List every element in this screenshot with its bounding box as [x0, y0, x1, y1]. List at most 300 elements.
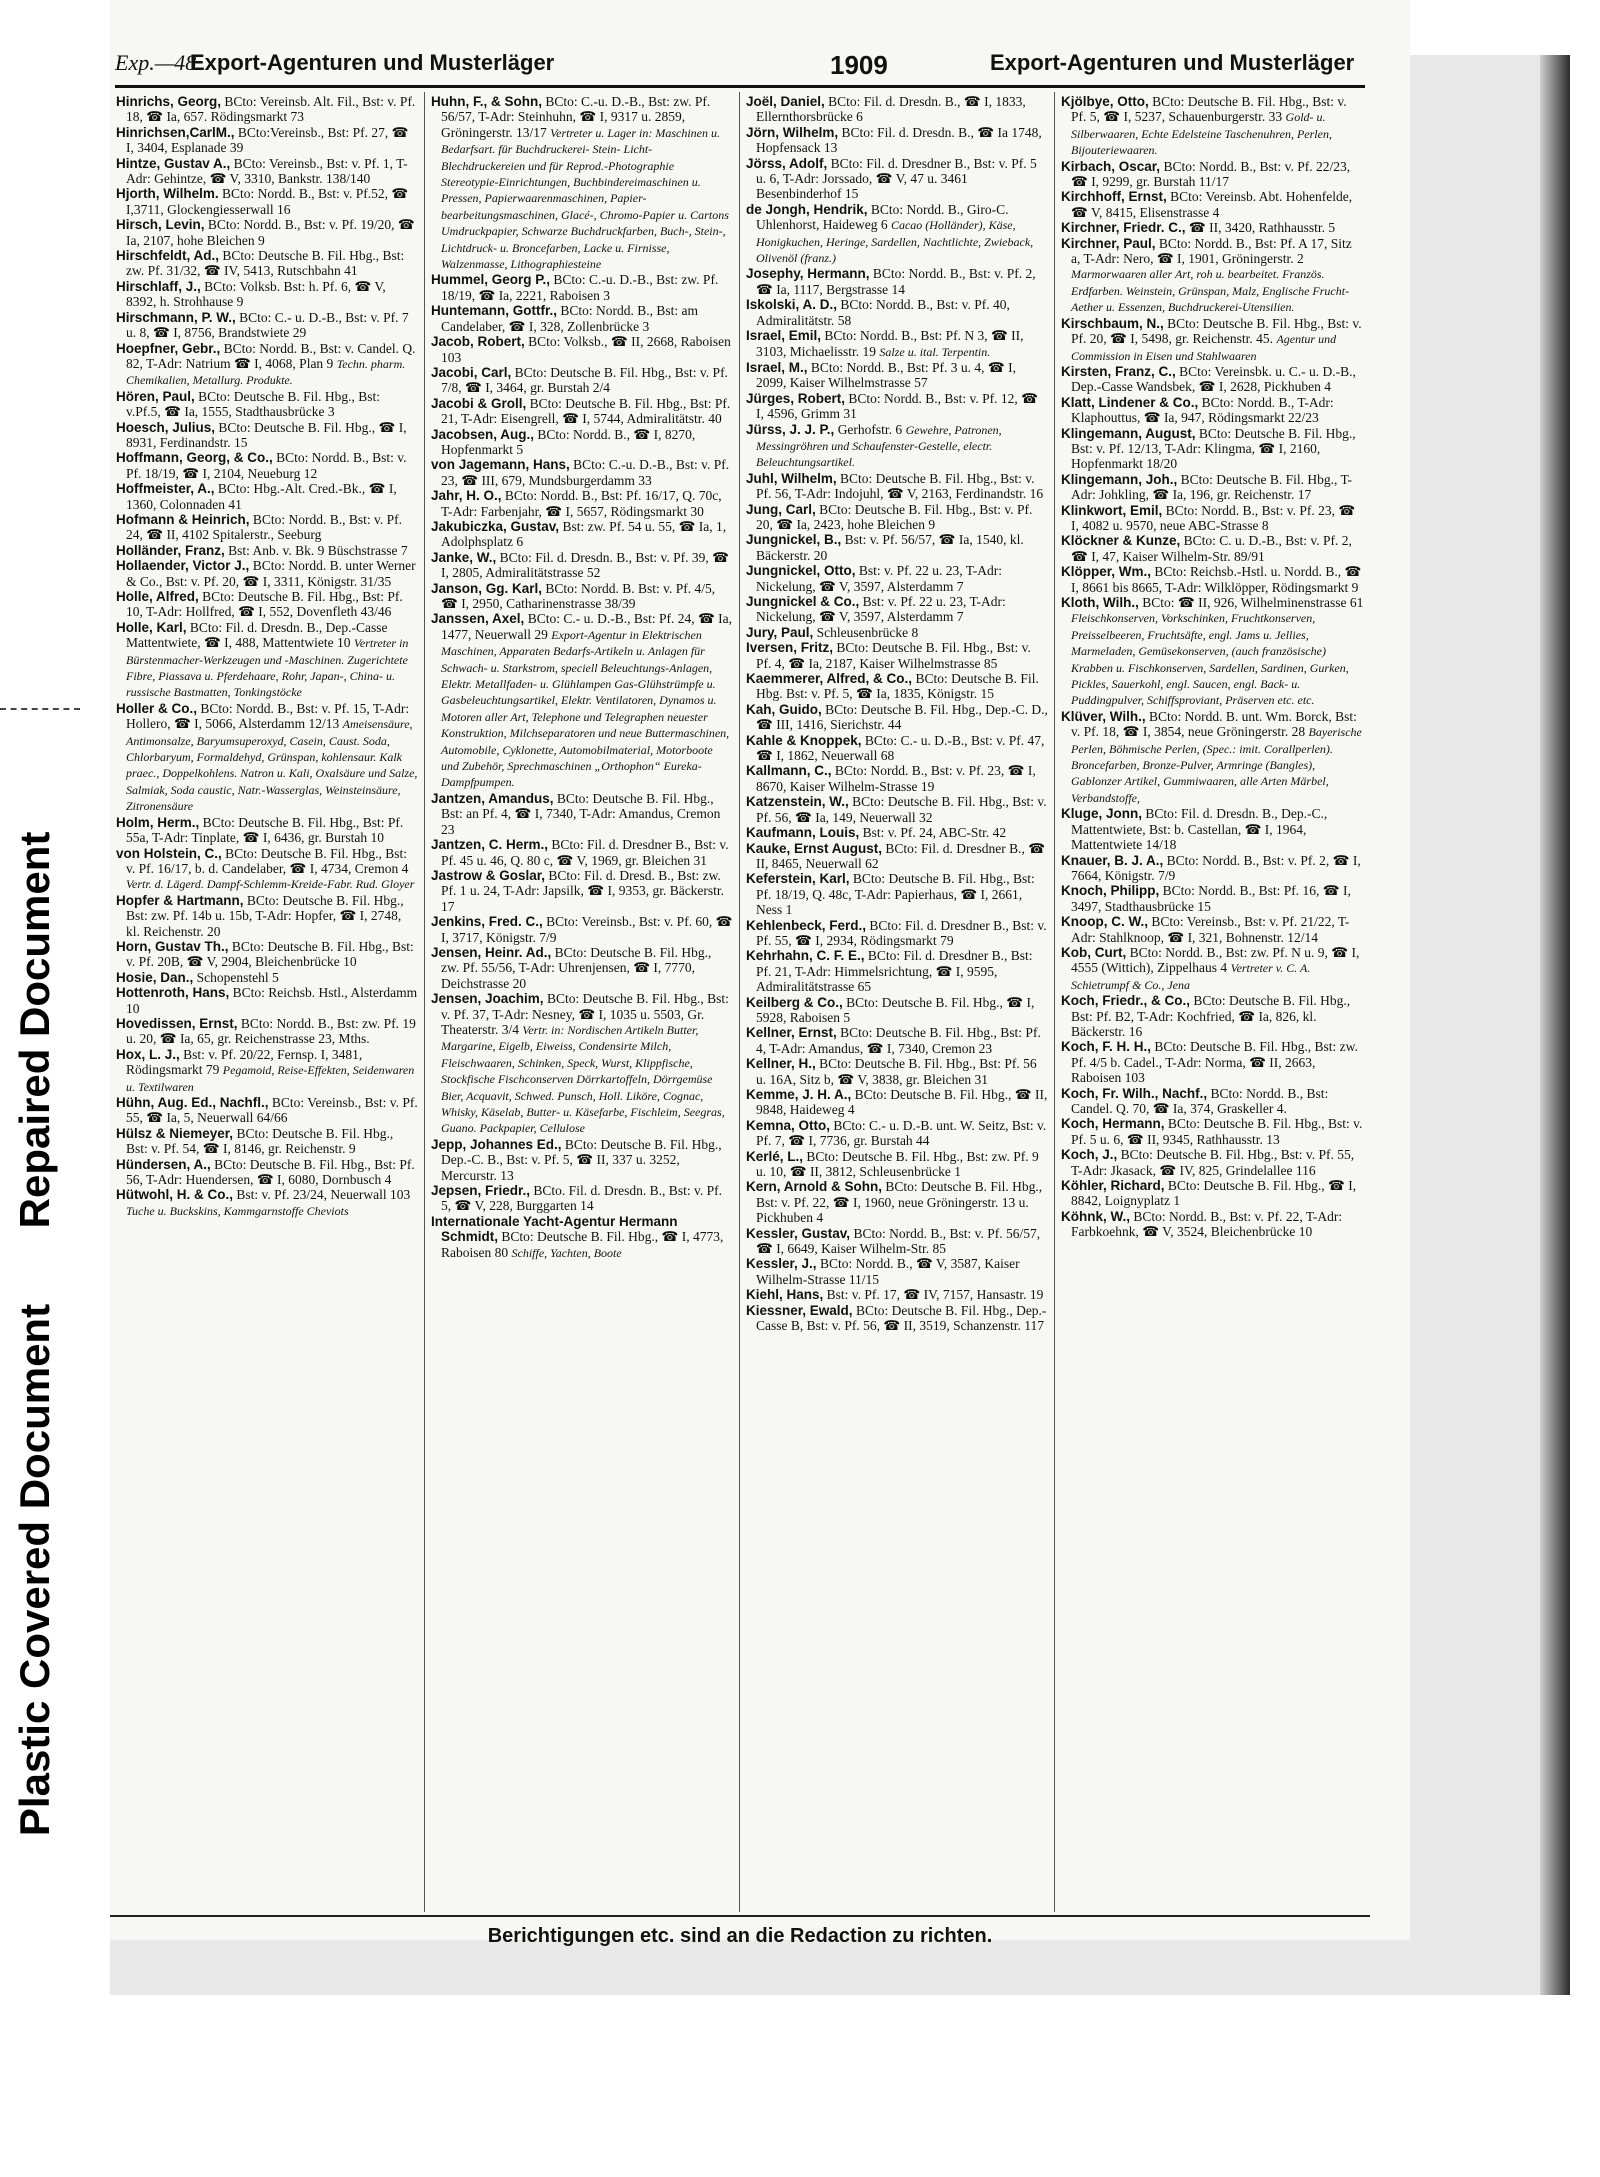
- entry-name: Jürges, Robert,: [746, 390, 846, 406]
- entry-name: Jenkins, Fred. C.,: [431, 914, 543, 930]
- dashed-divider: [0, 708, 80, 710]
- entry-details: BCto: Deutsche B. Fil. Hbg., Bst: v. Pf. 16/17, b. d. Candelaber, ☎ I, 4734, Cremon 4: [126, 845, 409, 876]
- directory-entry: [431, 1137, 733, 1183]
- directory-entry: [1061, 564, 1364, 595]
- entry-details: BCto: Deutsche B. Fil. Hbg., Bst: v. Pf. 20B, ☎ V, 2904, Bleichenbrücke 10: [126, 938, 414, 970]
- directory-entry: [116, 620, 418, 701]
- entry-note: Schiffe, Yachten, Boote: [511, 1245, 622, 1260]
- entry-details: BCto: Fil. d. Dresdn. B., Bst: v. Pf. 39, ☎ I, 2805, Admiralitätstrasse 52: [441, 549, 729, 581]
- entry-name: Hühn, Aug. Ed., Nachfl.,: [116, 1095, 269, 1110]
- entry-name: Janssen, Axel,: [431, 611, 525, 627]
- plastic-covered-label: Plastic Covered Document: [11, 1303, 58, 1837]
- directory-entry: [1061, 533, 1364, 564]
- directory-entry: [431, 457, 733, 488]
- entry-details: BCto: Nordd. B., T-Adr: Klaphouttus, ☎ Ia, 947, Rödingsmarkt 22/23: [1071, 394, 1334, 426]
- page-header: [115, 50, 1365, 80]
- entry-details: BCto: Nordd. B., Bst: v. Pf. 2, ☎ I, 7664, Königstr. 7/9: [1071, 852, 1361, 883]
- entry-name: Hündersen, A.,: [116, 1156, 211, 1172]
- entry-details: BCto: Nordd. B., Bst: v. Pf. 22/23, ☎ I, 9299, gr. Burstah 11/17: [1071, 158, 1351, 190]
- directory-entry: [746, 502, 1048, 533]
- directory-entry: [746, 532, 1048, 563]
- entry-details: BCto: Reichsb.-Hstl. u. Nordd. B., ☎ I, 8661 bis 8665, T-Adr: Wilklöpper, Rödingsmarkt 9: [1071, 564, 1362, 595]
- entry-note: Vertr. d. Lägerd. Dampf-Schlemm-Kreide-Fabr. Rud. Gloyer: [126, 877, 415, 892]
- entry-details: BCto: Deutsche B. Fil. Hbg., Bst: v. Pf. 20, ☎ I, 5498, gr. Reichenstr. 45.: [1071, 315, 1362, 347]
- directory-entry: [431, 396, 733, 427]
- directory-entry: [116, 985, 418, 1016]
- entry-name: Koch, Hermann,: [1061, 1116, 1165, 1132]
- entry-name: Jungnickel, B.,: [746, 532, 842, 548]
- entry-name: Joël, Daniel,: [746, 94, 825, 109]
- entry-details: BCto: Fil. d. Dresdn. B., ☎ Ia 1748, Hopfensack 13: [756, 124, 1042, 156]
- entry-details: BCto: Deutsche B. Fil. Hbg., Bst: v.Pf.5, ☎ Ia, 1555, Stadthausbrücke 3: [126, 388, 381, 420]
- entry-details: BCto: Deutsche B. Fil. Hbg., Bst: v. Pf. 54, ☎ I, 8146, gr. Reichenstr. 9: [126, 1125, 394, 1157]
- entry-name: Hinrichs, Georg,: [116, 94, 222, 109]
- directory-entry: [116, 701, 418, 815]
- entry-details: BCto: Deutsche B. Fil. Hbg., Bst: Pf. B2, T-Adr: Kochfried, ☎ Ia, 826, kl. Bäckerstr. 16: [1071, 993, 1351, 1039]
- directory-column: [740, 92, 1055, 1912]
- entry-note: Vertr. in: Nordischen Artikeln Butter, Margarine, Eigelb, Eiweiss, Condensirte Milch, Fleischwaaren, Schinken, Speck, Wurst, Klippfische, Stockfische Fischconserven Dörrkartoffeln, Dörrgemüse Bier, Acquavit, Schwed. Punsch, Holl. Liköre, Cognac, Whisky, Käselab, Butter- u. Käsefarbe, Fischleim, Seegras, Guano. Packpapier, Cellulose: [441, 1022, 725, 1136]
- directory-entry: [1061, 426, 1364, 472]
- page-number: Exp.—48: [115, 50, 197, 75]
- directory-entry: [431, 550, 733, 581]
- directory-entry: [431, 94, 733, 272]
- entry-details: BCto: Deutsche B. Fil. Hbg., Bst: v. Pf. 5 u. 6, ☎ II, 9345, Rathhausstr. 13: [1071, 1116, 1363, 1147]
- entry-details: BCto: Fil. d. Dresdner B., Bst: Pf. 21, T-Adr: Himmelsrichtung, ☎ I, 9595, Admiralitätstrasse 65: [756, 948, 1033, 995]
- entry-name: Katzenstein, W.,: [746, 794, 849, 810]
- directory-entry: [746, 918, 1048, 949]
- directory-entry: [746, 1025, 1048, 1056]
- directory-entry: [746, 563, 1048, 594]
- directory-entry: [1061, 395, 1364, 426]
- entry-details: BCto: Nordd. B., Bst: v. Pf. 15, T-Adr: Hollero, ☎ I, 5066, Alsterdamm 12/13: [126, 700, 410, 732]
- directory-entry: [431, 488, 733, 519]
- entry-details: BCto: C. u. D.-B., Bst: v. Pf. 2, ☎ I, 47, Kaiser Wilhelm-Str. 89/91: [1071, 533, 1352, 564]
- entry-details: BCto: Deutsche B. Fil. Hbg., Bst: Pf. 4, T-Adr: Amandus, ☎ I, 7340, Cremon 23: [756, 1025, 1041, 1056]
- entry-name: Jacobi, Carl,: [431, 364, 512, 380]
- directory-entry: [116, 125, 418, 156]
- directory-entry: [116, 420, 418, 451]
- entry-name: Hoesch, Julius,: [116, 419, 216, 435]
- directory-entry: [746, 871, 1048, 917]
- directory-entry: [746, 156, 1048, 202]
- entry-details: BCto: C.- u. D.-B., Bst: Pf. 24, ☎ Ia, 1477, Neuerwall 29: [441, 611, 733, 642]
- entry-details: BCto: C.-u. D.-B., Bst: zw. Pf. 56/57, T-Adr: Steinhuhn, ☎ I, 9317 u. 2859, Gröningerstr. 13/17: [441, 94, 711, 140]
- entry-details: BCto: C.-u. D.-B., Bst: zw. Pf. 18/19, ☎ Ia, 2221, Raboisen 3: [441, 272, 719, 303]
- directory-entry: [431, 581, 733, 612]
- directory-entry: [746, 1303, 1048, 1334]
- entry-details: BCto: Volksb. Bst: h. Pf. 6, ☎ V, 8392, h. Strohhause 9: [126, 278, 386, 310]
- entry-name: Köhnk, W.,: [1061, 1208, 1130, 1224]
- directory-entry: [116, 558, 418, 589]
- directory-entry: [431, 519, 733, 550]
- directory-entry: [1061, 94, 1364, 159]
- entry-name: Hirschfeldt, Ad.,: [116, 248, 220, 264]
- entry-details: Bst: v. Pf. 56/57, ☎ Ia, 1540, kl. Bäckerstr. 20: [756, 532, 1024, 563]
- entry-name: Kehlenbeck, Ferd.,: [746, 917, 867, 933]
- directory-entry: [746, 948, 1048, 994]
- directory-entry: [1061, 364, 1364, 395]
- directory-entry: [116, 1187, 418, 1219]
- directory-entry: [116, 1157, 418, 1188]
- directory-entry: [116, 450, 418, 481]
- entry-name: Hintze, Gustav A.,: [116, 155, 231, 171]
- entry-details: BCto: Deutsche B. Fil. Hbg., zw. Pf. 55/56, T-Adr: Uhrenjensen, ☎ I, 7770, Deichstrasse 20: [441, 944, 712, 991]
- entry-details: ☎ II, 3420, Rathhausstr. 5: [1188, 220, 1336, 236]
- entry-name: Kiessner, Ewald,: [746, 1302, 853, 1318]
- entry-details: BCto: Deutsche B. Fil. Hbg., Bst: Pf. 56, T-Adr: Huendersen, ☎ I, 6080, Dornbusch 4: [126, 1156, 415, 1188]
- entry-details: BCto: Fil. d. Dresdn. B., Dep.-Casse Mattentwiete, ☎ I, 488, Mattentwiete 10: [126, 619, 388, 651]
- directory-entry: [746, 202, 1048, 267]
- entry-details: BCto: Nordd. B., Bst: v. Pf. 19/20, ☎ Ia, 2107, hohe Bleichen 9: [126, 217, 415, 248]
- directory-entry: [116, 279, 418, 310]
- footer-note: Berichtigungen etc. sind an die Redaction zu richten.: [110, 1915, 1370, 1948]
- entry-note: Tuche u. Buckskins, Kammgarnstoffe Cheviots: [126, 1203, 349, 1218]
- directory-entry: [746, 1056, 1048, 1087]
- entry-details: BCto: Fil. d. Dresdner B., ☎ II, 8465, Neuerwall 62: [756, 840, 1046, 871]
- entry-details: BCto: Fil. d. Dresdn. B., ☎ I, 1833, Ellernthorsbrücke 6: [756, 94, 1026, 125]
- entry-name: Hoffmann, Georg, & Co.,: [116, 450, 273, 466]
- directory-entry: [116, 512, 418, 543]
- page-edge-shadow: [1540, 55, 1570, 1995]
- entry-name: Kessler, J.,: [746, 1256, 817, 1272]
- entry-details: BCto: Nordd. B., Bst: v. Pf. 12, ☎ I, 4596, Grimm 31: [756, 390, 1038, 422]
- entry-name: Jensen, Joachim,: [431, 991, 544, 1007]
- entry-name: Jahr, H. O.,: [431, 488, 502, 504]
- entry-name: Kaufmann, Louis,: [746, 825, 860, 841]
- entry-details: BCto: Nordd. B. unter Werner & Co., Bst: v. Pf. 20, ☎ I, 3311, Königstr. 31/35: [126, 558, 416, 589]
- directory-entry: [746, 1226, 1048, 1257]
- entry-name: Klingemann, Joh.,: [1061, 471, 1178, 487]
- entry-name: Hjorth, Wilhelm.: [116, 186, 219, 202]
- directory-entry: [746, 94, 1048, 125]
- entry-details: BCto: Nordd. B., Bst: Pf. 16/17, Q. 70c, T-Adr: Farbenjahr, ☎ I, 5657, Rödingsmarkt 30: [441, 488, 722, 519]
- entry-details: Bst: v. Pf. 22 u. 23, T-Adr: Nickelung, ☎ V, 3597, Alsterdamm 7: [756, 594, 1006, 625]
- entry-note: Bayerische Perlen, Böhmische Perlen, (Spec.: imit. Corallperlen). Broncefarben, Bronze-Pulver, Armringe (Bangles), Gablonzer Artikel, Gummiwaaren, alle Arten Märbel, Verbandstoffe,: [1071, 725, 1362, 805]
- entry-name: Jakubiczka, Gustav,: [431, 518, 560, 534]
- entry-details: BCto: Deutsche B. Fil. Hbg., Bst: v. Pf. 12/13, T-Adr: Klingma, ☎ I, 2160, Hopfenmarkt 18/20: [1071, 425, 1356, 472]
- entry-details: BCto: Fil. d. Dresd. B., Bst: zw. Pf. 1 u. 24, T-Adr: Japsilk, ☎ I, 9353, gr. Bäckerstr. 17: [441, 867, 725, 914]
- entry-details: BCto: C.- u. D.-B., Bst: v. Pf. 7 u. 8, ☎ I, 8756, Brandstwiete 29: [126, 309, 409, 341]
- entry-name: Knoch, Philipp,: [1061, 883, 1160, 899]
- directory-column: [425, 92, 740, 1912]
- directory-entry: [431, 427, 733, 458]
- entry-name: Kehrhahn, C. F. E.,: [746, 948, 865, 964]
- entry-details: Schleusenbrücke 8: [816, 624, 919, 640]
- entry-name: Hollaender, Victor J.,: [116, 558, 250, 574]
- entry-name: Huhn, F., & Sohn,: [431, 94, 542, 109]
- directory-entry: [116, 893, 418, 939]
- entry-name: Iskolski, A. D.,: [746, 297, 838, 313]
- entry-name: Jacobsen, Aug.,: [431, 426, 535, 442]
- entry-details: BCto: Deutsche B. Fil. Hbg., ☎ II, 9848, Haideweg 4: [756, 1087, 1048, 1118]
- entry-details: Bst: v. Pf. 24, ABC-Str. 42: [862, 825, 1007, 841]
- entry-details: BCto: Deutsche B. Fil. Hbg., Dep.-Casse B, Bst: v. Pf. 56, ☎ II, 3519, Schanzenstr. 117: [756, 1302, 1047, 1334]
- entry-details: BCto: Nordd. B., ☎ I, 8270, Hopfenmarkt 5: [441, 426, 696, 457]
- directory-entry: [116, 543, 418, 558]
- entry-name: Jensen, Heinr. Ad.,: [431, 944, 552, 960]
- entry-name: Klingemann, August,: [1061, 425, 1196, 441]
- entry-name: Kirchner, Friedr. C.,: [1061, 220, 1186, 236]
- directory-entry: [431, 868, 733, 914]
- entry-name: Koch, Fr. Wilh., Nachf.,: [1061, 1085, 1208, 1101]
- directory-entry: [116, 589, 418, 620]
- directory-entry: [746, 594, 1048, 625]
- entry-note: Pegamoid, Reise-Effekten, Seidenwaren u. Textilwaren: [126, 1063, 415, 1094]
- directory-entry: [116, 1016, 418, 1047]
- entry-details: BCto: Nordd. B., Bst: Pf. N 3, ☎ II, 3103, Michaelisstr. 19: [756, 328, 1024, 359]
- entry-details: Bst: zw. Pf. 54 u. 55, ☎ Ia, 1, Adolphsplatz 6: [441, 518, 727, 550]
- entry-details: BCto: Vereinsbk. u. C.- u. D.-B., Dep.-Casse Wandsbek, ☎ I, 2628, Pickhuben 4: [1071, 363, 1356, 395]
- directory-entry: [746, 125, 1048, 156]
- directory-entry: [431, 991, 733, 1137]
- entry-details: BCto: Deutsche B. Fil. Hbg., Bst: Pf. 56 u. 16A, Sitz b, ☎ V, 3838, gr. Bleichen 31: [756, 1056, 1037, 1087]
- entry-details: BCto: Deutsche B. Fil. Hbg., Bst: Pf. 10, T-Adr: Hollfred, ☎ I, 552, Dovenfleth 43/46: [126, 589, 403, 620]
- entry-details: BCto: Deutsche B. Fil. Hbg., Bst: v. Pf. 55, T-Adr: Jkasack, ☎ IV, 825, Grindelallee 116: [1071, 1147, 1355, 1178]
- entry-name: Kemna, Otto,: [746, 1117, 831, 1133]
- entry-name: Kjölbye, Otto,: [1061, 94, 1149, 109]
- entry-details: BCto: Deutsche B. Fil. Hbg., Dep.-C. B., Bst: v. Pf. 5, ☎ II, 337 u. 3252, Mercurstr. 13: [441, 1136, 722, 1183]
- entry-details: Gerhofstr. 6: [837, 421, 903, 437]
- directory-entry: [746, 360, 1048, 391]
- entry-details: BCto: Deutsche B. Fil. Hbg., Bst: zw. Pf. 9 u. 10, ☎ II, 3812, Schleusenbrücke 1: [756, 1148, 1039, 1180]
- entry-details: BCto: Nordd. B., Bst: v. Pf. 24, ☎ II, 4102 Spitalerstr., Seeburg: [126, 511, 403, 543]
- directory-entry: [746, 1287, 1048, 1302]
- directory-entry: [116, 1126, 418, 1157]
- directory-entry: [1061, 945, 1364, 993]
- entry-details: BCto: Deutsche B. Fil. Hbg., Bst: v. Pf. 22, ☎ I, 1960, neue Gröningerstr. 13 u. Pickhuben 4: [756, 1179, 1043, 1226]
- entry-details: BCto: Fil. d. Dresdner B., Bst: v. Pf. 45 u. 46, Q. 80 c, ☎ V, 1969, gr. Bleichen 31: [441, 837, 729, 868]
- header-title-right: Export-Agenturen und Musterläger: [990, 50, 1355, 75]
- entry-name: Kauke, Ernst August,: [746, 840, 883, 856]
- entry-name: Kob, Curt,: [1061, 944, 1127, 960]
- entry-name: Hofmann & Heinrich,: [116, 511, 250, 527]
- entry-details: BCto: Deutsche B. Fil. Hbg., Bst: Pf. 55a, T-Adr: Tinplate, ☎ I, 6436, gr. Burstah 10: [126, 814, 404, 846]
- entry-name: Hoepfner, Gebr.,: [116, 340, 221, 356]
- entry-details: BCto: Nordd. B., Bst: v. Pf. 2, ☎ Ia, 1117, Bergstrasse 14: [756, 266, 1036, 297]
- entry-details: BCto: Nordd. B. unt. Wm. Borck, Bst: v. Pf. 18, ☎ I, 3854, neue Gröningerstr. 28: [1071, 708, 1357, 740]
- directory-entry: [431, 334, 733, 365]
- entry-name: Klöpper, Wm.,: [1061, 564, 1152, 580]
- directory-entry: [431, 303, 733, 334]
- entry-name: Holle, Karl,: [116, 619, 187, 635]
- directory-entry: [1061, 1086, 1364, 1117]
- directory-entry: [1061, 1116, 1364, 1147]
- header-rule: [115, 85, 1365, 88]
- directory-entry: [746, 794, 1048, 825]
- entry-details: BCto: Deutsche B. Fil. Hbg., T-Adr: Johkling, ☎ Ia, 196, gr. Reichenstr. 17: [1071, 471, 1353, 503]
- directory-entry: [431, 272, 733, 303]
- entry-details: BCto: Deutsche B. Fil. Hbg., Bst: v. Pf. 7/8, ☎ I, 3464, gr. Burstah 2/4: [441, 364, 728, 396]
- directory-entry: [1061, 883, 1364, 914]
- entry-name: Kerlé, L.,: [746, 1148, 804, 1164]
- entry-details: BCto: Deutsche B. Fil. Hbg., ☎ I, 4773, Raboisen 80: [441, 1229, 724, 1260]
- entry-details: BCto: C.- u. D.-B., Bst: v. Pf. 47, ☎ I, 1862, Neuerwall 68: [756, 732, 1045, 764]
- entry-name: Hoffmeister, A.,: [116, 481, 215, 497]
- directory-entry: [116, 939, 418, 970]
- entry-name: Klinkwort, Emil,: [1061, 502, 1163, 518]
- entry-name: Jacob, Robert,: [431, 334, 525, 350]
- entry-details: BCto: Nordd. B., Bst: v. Candel. Q. 82, T-Adr: Natrium ☎ I, 4068, Plan 9: [126, 340, 416, 371]
- entry-details: BCto: Nordd. B., Bst: zw. Pf. N u. 9, ☎ I, 4555 (Wittich), Zippelhaus 4: [1071, 944, 1360, 976]
- entry-name: Keferstein, Karl,: [746, 871, 850, 887]
- entry-name: Holle, Alfred,: [116, 589, 199, 604]
- entry-details: BCto: Fil. d. Dresdner B., Bst: v. Pf. 5 u. 6, T-Adr: Jorssado, ☎ V, 47 u. 3461 Besenbinderhof 15: [756, 155, 1037, 202]
- directory-entry: [1061, 503, 1364, 534]
- entry-details: BCto: Deutsche B. Fil. Hbg., Bst: v. Pf. 56, T-Adr: Indojuhl, ☎ V, 2163, Ferdinandstr. 16: [756, 470, 1044, 502]
- entry-name: Kah, Guido,: [746, 701, 822, 717]
- entry-name: Koch, F. H. H.,: [1061, 1039, 1152, 1055]
- entry-name: Klatt, Lindener & Co.,: [1061, 394, 1199, 410]
- entry-name: Horn, Gustav Th.,: [116, 938, 229, 954]
- directory-entry: [116, 389, 418, 420]
- directory-entry: [116, 94, 418, 125]
- repaired-document-label: Repaired Document: [11, 831, 58, 1229]
- directory-entry: [431, 365, 733, 396]
- directory-entry: [116, 310, 418, 341]
- entry-name: Huntemann, Gottfr.,: [431, 303, 557, 319]
- entry-details: BCto: Fil. d. Dresdner B., Bst: v. Pf. 55, ☎ I, 2934, Rödingsmarkt 79: [756, 917, 1047, 948]
- directory-entry: [1061, 1209, 1364, 1240]
- entry-name: Janke, W.,: [431, 549, 497, 565]
- entry-name: Jepsen, Friedr.,: [431, 1183, 531, 1199]
- entry-name: Hirsch, Levin,: [116, 217, 205, 233]
- entry-details: Schopenstehl 5: [196, 969, 279, 985]
- entry-details: BCto: Nordd. B., Bst: Pf. 16, ☎ I, 3497, Stadthausbrücke 15: [1071, 883, 1351, 914]
- directory-entry: [746, 702, 1048, 733]
- directory-entry: [1061, 236, 1364, 316]
- entry-name: Holländer, Franz,: [116, 542, 225, 558]
- entry-details: BCto: Deutsche B. Fil. Hbg., Bst: v. Pf. 37, T-Adr: Nesney, ☎ I, 1035 u. 5503, Gr. Theaterstr. 3/4: [441, 991, 729, 1037]
- directory-column: [110, 92, 425, 1912]
- entry-details: BCto: Deutsche B. Fil. Hbg., Dep.-C. D., ☎ III, 1416, Sierichstr. 44: [756, 701, 1048, 733]
- directory-columns: [110, 92, 1370, 1912]
- entry-details: BCto: Nordd. B., Bst: Pf. 3 u. 4, ☎ I, 2099, Kaiser Wilhelmstrasse 57: [756, 359, 1016, 391]
- directory-entry: [746, 625, 1048, 640]
- entry-details: BCto: Deutsche B. Fil. Hbg., Bst: Pf. 21, T-Adr: Eisengrell, ☎ I, 5744, Admiralitätstr. 40: [441, 395, 731, 427]
- entry-details: BCto: Vereinsb., Bst: v. Pf. 21/22, T-Adr: Stahlknoop, ☎ I, 321, Bohnenstr. 12/14: [1071, 914, 1350, 945]
- directory-entry: [746, 1087, 1048, 1118]
- entry-details: BCto: ☎ II, 926, Wilhelminenstrasse 61: [1142, 595, 1364, 610]
- entry-details: BCto: C.- u. D.-B. unt. W. Seitz, Bst: v. Pf. 7, ☎ I, 7736, gr. Burstah 44: [756, 1117, 1047, 1149]
- entry-name: Jürss, J. J. P.,: [746, 421, 835, 437]
- entry-details: Bst: v. Pf. 22 u. 23, T-Adr: Nickelung, ☎ V, 3597, Alsterdamm 7: [756, 563, 1003, 594]
- entry-details: BCto: Vereinsb. Abt. Hohenfelde, ☎ V, 8415, Elisenstrasse 4: [1071, 189, 1353, 220]
- directory-entry: [746, 640, 1048, 671]
- entry-name: Kluge, Jonn,: [1061, 806, 1142, 822]
- entry-note: Techn. pharm. Chemikalien, Metallurg. Produkte.: [126, 356, 406, 388]
- entry-name: Jantzen, C. Herm.,: [431, 837, 549, 853]
- directory-entry: [116, 970, 418, 985]
- entry-name: Klüver, Wilh.,: [1061, 708, 1146, 724]
- header-title-left: Export-Agenturen und Musterläger: [190, 50, 555, 75]
- entry-note: Gewehre, Patronen, Messingröhren und Schaufenster-Gestelle, electr. Beleuchtungsartikel.: [756, 422, 1002, 470]
- directory-entry: [746, 825, 1048, 840]
- entry-name: Hox, L. J.,: [116, 1046, 180, 1062]
- entry-name: Hören, Paul,: [116, 388, 195, 404]
- entry-note: Fleischkonserven, Vorkschinken, Fruchtkonserven, Preisselbeeren, Fruchtsäfte, engl. Jams u. Jellies, Marmeladen, Gemüsekonserven, (auch französische) Krabben u. Fischkonserven, Sardellen, Sardinen, Gurken, Pickles, Sauerkohl, engl. Saucen, engl. Back- u. Puddingpulver, Schiffsproviant, Präserven etc. etc.: [1071, 611, 1349, 708]
- directory-column: [1055, 92, 1370, 1912]
- entry-name: Janson, Gg. Karl,: [431, 580, 543, 596]
- entry-name: Hirschmann, P. W.,: [116, 309, 236, 325]
- entry-name: Hirschlaff, J.,: [116, 278, 201, 294]
- entry-details: Bst: v. Pf. 17, ☎ IV, 7157, Hansastr. 19: [826, 1287, 1044, 1303]
- entry-name: Keilberg & Co.,: [746, 994, 843, 1010]
- directory-entry: [431, 1183, 733, 1214]
- entry-details: BCto: Deutsche B. Fil. Hbg., Bst: v. Pf. 4, ☎ Ia, 2187, Kaiser Wilhelmstrasse 85: [756, 640, 1031, 671]
- entry-details: Bst: v. Pf. 20/22, Fernsp. I, 3481, Rödingsmarkt 79: [126, 1046, 363, 1078]
- entry-name: Hinrichsen,CarlM.,: [116, 124, 235, 140]
- entry-name: Jastrow & Goslar,: [431, 867, 546, 883]
- entry-details: BCto. Fil. d. Dresdn. B., Bst: v. Pf. 5, ☎ V, 228, Burggarten 14: [441, 1183, 722, 1214]
- entry-details: BCto: Volksb., ☎ II, 2668, Raboisen 103: [441, 334, 731, 365]
- entry-name: Kemme, J. H. A.,: [746, 1087, 852, 1102]
- entry-details: BCto: Nordd. B., Bst: v. Pf. 56/57, ☎ I, 6649, Kaiser Wilhelm-Str. 85: [756, 1225, 1041, 1257]
- entry-note: Vertreter v. C. A. Schietrumpf & Co., Jena: [1071, 961, 1311, 992]
- entry-details: BCto: Nordd. B., Bst: v. Pf. 22, T-Adr: Farbkoehnk, ☎ V, 3524, Bleichenbrücke 10: [1071, 1208, 1343, 1240]
- entry-note: Cacao (Holländer), Käse, Honigkuchen, Heringe, Sardellen, Nachtlichte, Zwieback, Olivenöl (franz.): [756, 218, 1034, 266]
- entry-name: von Holstein, C.,: [116, 845, 222, 861]
- entry-name: Kallmann, C.,: [746, 763, 832, 779]
- directory-entry: [746, 1149, 1048, 1180]
- entry-details: BCto: Vereinsb. Alt. Fil., Bst: v. Pf. 18, ☎ Ia, 657. Rödingsmarkt 73: [126, 94, 416, 125]
- entry-details: BCto: Deutsche B. Fil. Hbg., Bst: zw. Pf. 31/32, ☎ IV, 5413, Rutschbahn 41: [126, 248, 405, 279]
- entry-name: Hosie, Dan.,: [116, 969, 194, 985]
- directory-entry: [431, 914, 733, 945]
- directory-entry: [746, 1118, 1048, 1149]
- directory-entry: [1061, 914, 1364, 945]
- entry-name: Kirsten, Franz, C.,: [1061, 363, 1176, 379]
- entry-details: BCto: Deutsche B. Fil. Hbg., Bst: zw. Pf. 4/5 b. Cadel., T-Adr: Norma, ☎ II, 2663, Raboisen 103: [1071, 1039, 1358, 1086]
- directory-entry: [746, 841, 1048, 872]
- entry-details: BCto: Deutsche B. Fil. Hbg., Bst: an Pf. 4, ☎ I, 7340, T-Adr: Amandus, Cremon 23: [441, 790, 721, 837]
- entry-name: Jantzen, Amandus,: [431, 790, 554, 806]
- directory-entry: [1061, 853, 1364, 884]
- directory-entry: [431, 837, 733, 868]
- entry-name: Israel, Emil,: [746, 328, 822, 344]
- directory-entry: [746, 297, 1048, 328]
- entry-name: Hütwohl, H. & Co.,: [116, 1187, 233, 1203]
- entry-details: BCto: Deutsche B. Fil. Hbg., Bst: v. Pf. 20, ☎ Ia, 2423, hohe Bleichen 9: [756, 501, 1033, 532]
- directory-entry: [1061, 595, 1364, 709]
- entry-note: Agentur und Commission in Eisen und Stahlwaaren: [1071, 332, 1337, 363]
- entry-details: Bst: Anb. v. Bk. 9 Büschstrasse 7: [228, 542, 408, 558]
- directory-entry: [746, 733, 1048, 764]
- directory-entry: [431, 611, 733, 790]
- directory-entry: [116, 341, 418, 389]
- entry-details: Bst: v. Pf. 23/24, Neuerwall 103: [236, 1187, 411, 1203]
- directory-entry: [116, 156, 418, 187]
- entry-name: Israel, M.,: [746, 359, 808, 375]
- entry-name: de Jongh, Hendrik,: [746, 201, 868, 217]
- entry-name: Kaemmerer, Alfred, & Co.,: [746, 671, 913, 687]
- entry-name: Koch, Friedr., & Co.,: [1061, 993, 1191, 1009]
- entry-name: Holm, Herm.,: [116, 814, 200, 830]
- entry-details: BCto: Deutsche B. Fil. Hbg., Bst: zw. Pf. 14b u. 15b, T-Adr: Hopfer, ☎ I, 2748, kl. Reichenstr. 20: [126, 892, 404, 939]
- entry-name: Jungnickel, Otto,: [746, 563, 856, 579]
- directory-entry: [746, 995, 1048, 1026]
- entry-name: Kern, Arnold & Sohn,: [746, 1179, 882, 1195]
- directory-entry: [431, 1214, 733, 1261]
- entry-note: Gold- u. Silberwaaren, Echte Edelsteine Taschenuhren, Perlen, Bijouteriewaaren.: [1071, 110, 1332, 158]
- entry-name: Hovedissen, Ernst,: [116, 1015, 238, 1031]
- entry-name: Köhler, Richard,: [1061, 1178, 1165, 1194]
- entry-name: Jury, Paul,: [746, 624, 814, 640]
- entry-details: BCto: Nordd. B., Bst: v. Pf. 18/19, ☎ I, 2104, Neueburg 12: [126, 450, 407, 481]
- entry-name: Kloth, Wilh.,: [1061, 595, 1139, 610]
- entry-details: BCto: Nordd. B., Bst: v. Pf. 40, Admiralitätstr. 58: [756, 297, 1010, 328]
- directory-entry: [116, 846, 418, 893]
- entry-name: Jepp, Johannes Ed.,: [431, 1136, 562, 1152]
